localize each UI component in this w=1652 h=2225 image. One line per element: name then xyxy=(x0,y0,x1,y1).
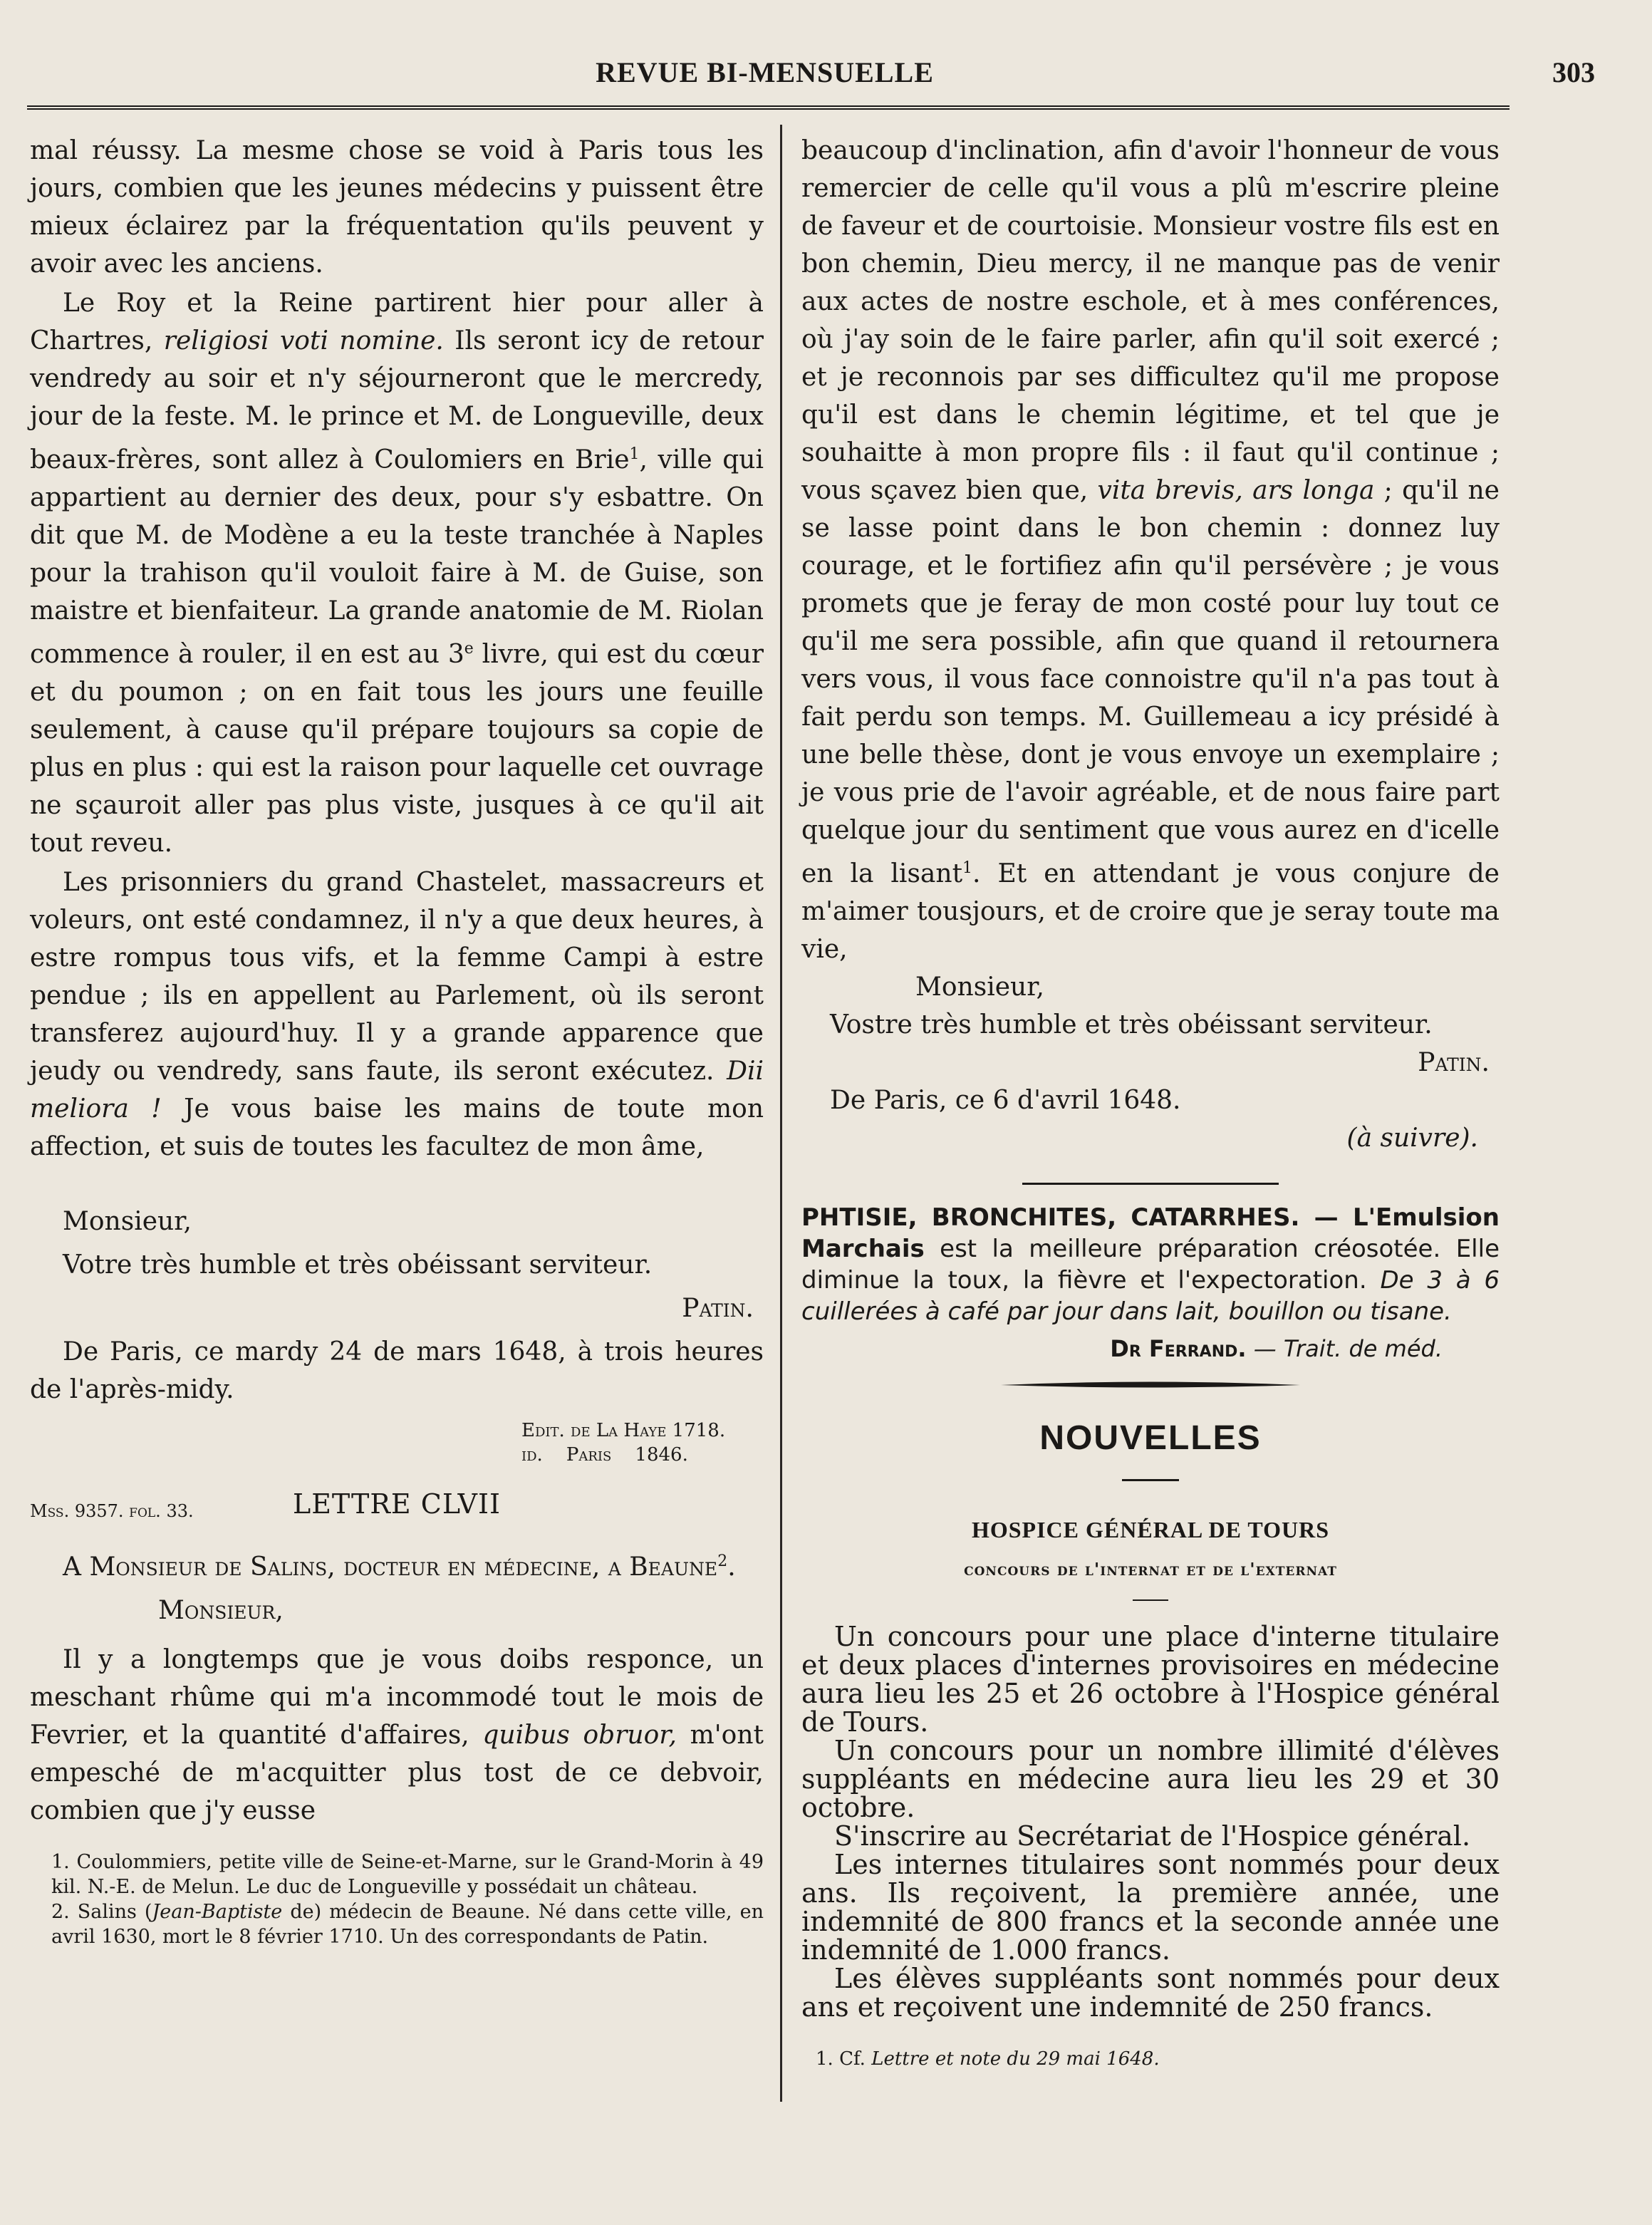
text: Les prisonniers du grand Chastelet, massacreurs et voleurs, ont esté condamnez, il n'y a que deux heures, à estre rompus tous vifs, et la femme Campi à estre pendue ; ils en appellent au Parlement, où ils seront transferez aujourd'huy. Il y a grande apparence que jeudy ou vendredy, sans faute, ils seront exécutez. xyxy=(30,868,764,1086)
text: Il y a longtemps que je vous doibs responce, un meschant rhûme qui m'a incommodé tout le mois de Fevrier, et la quantité d'affaires, xyxy=(30,1645,764,1750)
latin-phrase: quibus obruor, xyxy=(482,1721,677,1750)
section-rule xyxy=(1122,1479,1179,1481)
salutation-2: Monsieur, xyxy=(158,1596,284,1625)
section-title: NOUVELLES xyxy=(1039,1419,1262,1457)
text: . Et en attendant je vous conjure de m'aimer tousjours, et de croire que je seray toute ma vie, xyxy=(801,859,1500,964)
footnote-1: 1. Coulommiers, petite ville de Seine-et-Marne, sur le Grand-Morin à 49 kil. N.-E. de Melun. Le duc de Longueville y possédait un château. xyxy=(51,1851,764,1898)
text: beaucoup d'inclination, afin d'avoir l'honneur de vous remercier de celle qu'il vous a plû m'escrire pleine de faveur et de courtoisie. Monsieur vostre fils est en bon chemin, Dieu mercy, il ne manque pas de venir aux actes de nostre eschole, et à mes conférences, où j'ay soin de le faire parler, afin qu'il soit exercé ; et je reconnois par ses difficultez qu'il me propose qu'il est dans le chemin légitime, et tel que je souhaitte à mon propre fils : il faut qu'il continue ; vous sçavez bien que, xyxy=(801,136,1500,505)
page-number: 303 xyxy=(1552,56,1595,88)
salutation: Monsieur, xyxy=(915,973,1044,1002)
header-rule xyxy=(27,105,1510,110)
text: de) médecin de Beaune. Né dans cette ville, en avril 1630, mort le 8 février 1710. Un des correspondants de Patin. xyxy=(51,1901,764,1948)
text: livre, qui est du cœur et du poumon ; on en fait tous les jours une feuille seulement, à cause qu'il prépare toujours sa copie de plus en plus : qui est la raison pour laquelle cet ouvrage ne sçauroit aller pas plus viste, jusques à ce qu'il ait tout reveu. xyxy=(30,640,764,858)
latin-phrase: Dii meliora ! xyxy=(30,1057,764,1124)
news-body xyxy=(801,1622,1500,2021)
latin-phrase: vita brevis, ars longa xyxy=(1097,476,1375,505)
text: Ils seront icy de retour vendredy au soir et n'y séjourneront que le mercredy, jour de la feste. M. le prince et M. de Longueville, deux beaux-frères, sont allez à Coulomiers en Brie xyxy=(30,326,764,474)
letter-heading xyxy=(30,1488,764,1531)
edition-line: Edit. de La Haye 1718. xyxy=(521,1420,726,1441)
ad-rule xyxy=(1022,1183,1279,1185)
right-column xyxy=(801,132,1500,2071)
text: 1. Cf. xyxy=(816,2048,866,2070)
news-paragraph: S'inscrire au Secrétariat de l'Hospice général. xyxy=(834,1820,1471,1852)
to-be-continued: (à suivre). xyxy=(1346,1124,1478,1153)
news-paragraph: Les élèves suppléants sont nommés pour deux ans et reçoivent une indemnité de 250 francs. xyxy=(801,1963,1500,2023)
signature: Patin. xyxy=(682,1294,754,1323)
ad-lead: PHTISIE, BRONCHITES, CATARRHES. — L'Emulsion Marchais xyxy=(801,1203,1500,1263)
news-paragraph: Les internes titulaires sont nommés pour deux ans. Ils reçoivent, la première année, une indemnité de 800 francs et la seconde année une indemnité de 1.000 francs. xyxy=(801,1849,1500,1966)
news-rule xyxy=(1133,1599,1168,1601)
footnote-ref-2: 2 xyxy=(717,1552,728,1570)
dateline: De Paris, ce mardy 24 de mars 1648, à trois heures de l'après-midy. xyxy=(30,1337,764,1404)
running-header xyxy=(27,56,1595,98)
news-paragraph: Un concours pour une place d'interne titulaire et deux places d'internes provisoires en médecine aura lieu les 25 et 26 octobre à l'Hospice général de Tours. xyxy=(801,1621,1500,1738)
closing: Votre très humble et très obéissant serviteur. xyxy=(63,1250,653,1280)
footnote-2 xyxy=(30,1899,764,1949)
dateline: De Paris, ce 6 d'avril 1648. xyxy=(830,1086,1181,1115)
column-divider xyxy=(780,125,782,2102)
text: Lettre et note du 29 mai 1648. xyxy=(865,2048,1160,2070)
text: Le Roy et la Reine partirent hier pour aller à Chartres, xyxy=(30,289,764,356)
text: Jean-Baptiste xyxy=(152,1901,283,1923)
text: A Monsieur de Salins, docteur en médecine, a Beaune xyxy=(63,1552,718,1582)
text: ; qu'il ne se lasse point dans le bon chemin : donnez luy courage, et le fortifiez afin qu'il persévère ; je vous promets que je feray de mon costé pour luy tout ce qu'il me sera possible, afin que quand il retournera vers vous, il vous face connoistre qu'il n'a pas tout à fait perdu son temps. M. Guillemeau a icy présidé à une belle thèse, dont je vous envoye un exemplaire ; je vous prie de l'avoir agréable, et de nous faire part quelque jour du sentiment que vous aurez en d'icelle en la lisant xyxy=(801,476,1500,888)
footnote-ref-1: 1 xyxy=(962,859,973,877)
paragraph-prisoners xyxy=(30,863,764,1166)
text: m'ont empesché de m'acquitter plus tost de ce debvoir, combien que j'y eusse xyxy=(30,1721,764,1825)
advertisement xyxy=(801,1202,1500,1327)
edition-line: id. Paris 1846. xyxy=(521,1444,688,1466)
text: 2. Salins ( xyxy=(51,1901,152,1923)
paragraph-letter-start xyxy=(30,1641,764,1830)
manuscript-reference: Mss. 9357. fol. 33. xyxy=(30,1501,194,1521)
news-paragraph: Un concours pour un nombre illimité d'élèves suppléants en médecine aura lieu les 29 et 30 octobre. xyxy=(801,1735,1500,1823)
ad-body: est la meilleure préparation créosotée. Elle diminue la toux, la fièvre et l'expectoration. xyxy=(801,1235,1500,1295)
footnote-ref-1: 1 xyxy=(629,445,640,463)
ad-reference: — Trait. de méd. xyxy=(1246,1335,1443,1362)
text: . xyxy=(727,1552,736,1582)
letter-title: LETTRE CLVII xyxy=(292,1488,502,1520)
ordinal-sup: e xyxy=(464,640,474,658)
news-heading: HOSPICE GÉNÉRAL DE TOURS xyxy=(971,1517,1330,1542)
ad-doctor-name: Dr Ferrand. xyxy=(1110,1335,1247,1362)
footnote xyxy=(801,2047,1500,2071)
edition-references xyxy=(30,1418,764,1467)
news-subheading: concours de l'internat et de l'externat xyxy=(964,1559,1337,1580)
footnotes xyxy=(30,1850,764,1949)
ad-dosage: De 3 à 6 cuillerées à café par jour dans lait, bouillon ou tisane. xyxy=(801,1266,1500,1326)
salutation: Monsieur, xyxy=(63,1207,192,1236)
letter-address xyxy=(30,1542,764,1586)
signature: Patin. xyxy=(1418,1048,1490,1077)
journal-title: REVUE BI-MENSUELLE xyxy=(596,56,934,88)
closing: Vostre très humble et très obéissant serviteur. xyxy=(830,1010,1433,1039)
paragraph-king-queen xyxy=(30,284,764,862)
left-column xyxy=(30,132,764,1949)
ad-attribution xyxy=(801,1333,1500,1364)
latin-phrase: religiosi voti nomine. xyxy=(163,326,444,356)
paragraph-continued xyxy=(801,132,1500,968)
text: , ville qui appartient au dernier des deux, pour s'y esbattre. On dit que M. de Modène a eu la teste tranchée à Naples pour la trahison qu'il vouloit faire à M. de Guise, son maistre et bienfaiteur. La grande anatomie de M. Riolan commence à rouler, il en est au 3 xyxy=(30,445,764,669)
text: Je vous baise les mains de toute mon affection, et suis de toutes les facultez de mon âme, xyxy=(30,1094,764,1161)
decorative-rule xyxy=(1001,1380,1300,1390)
paragraph-continued: mal réussy. La mesme chose se void à Paris tous les jours, combien que les jeunes médecins y puissent être mieux éclairez par la fréquentation qu'ils peuvent y avoir avec les anciens. xyxy=(30,136,764,279)
